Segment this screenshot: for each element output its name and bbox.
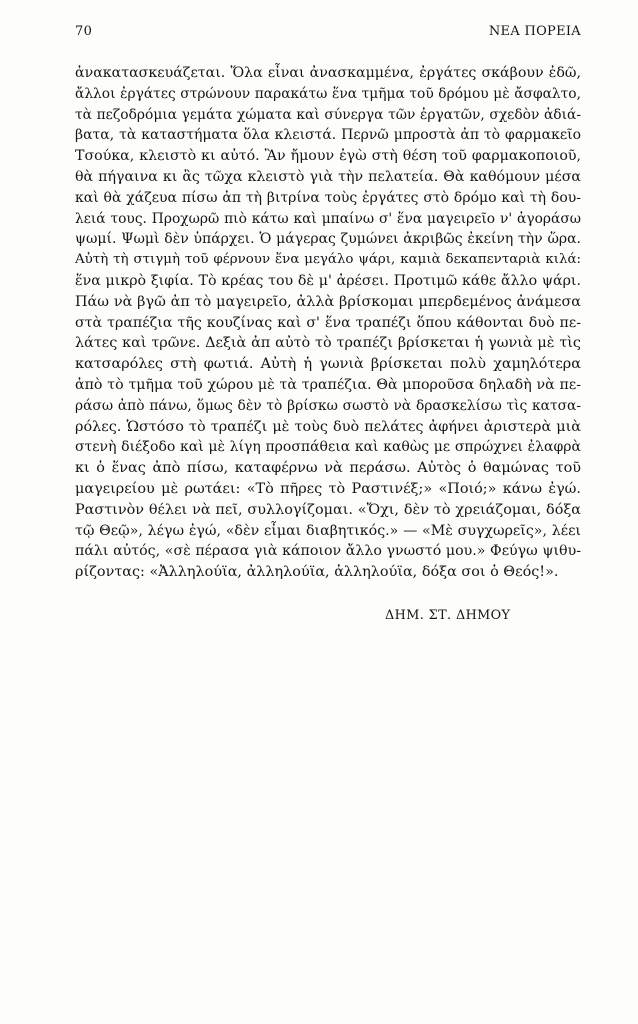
text-line: ψωμί. Ψωμὶ δὲν ὑπάρχει. Ὁ μάγερας ζυμώνει ἀκριβῶς ἐκείνη τὴν ὥρα. (75, 231, 581, 248)
text-line: ἄλλοι ἐργάτες στρώνουν παρακάτω ἕνα τμῆμα τοῦ δρόμου μὲ ἄσφαλτο, (75, 85, 581, 102)
text-line: καὶ θὰ χάζευα πίσω ἀπ τὴ βιτρίνα τοὺς ἐργάτες στὸ δρόμο καὶ τὴ δου- (75, 189, 581, 206)
text-line: ἕνα μικρὸ ξιφία. Τὸ κρέας του δὲ μ' ἀρέσει. Προτιμῶ κάθε ἄλλο ψάρι. (75, 272, 581, 289)
text-line: Πάω νὰ βγῶ ἀπ τὸ μαγειρεῖο, ἀλλὰ βρίσκομαι μπερδεμένος ἀνάμεσα (75, 293, 581, 310)
text-line: κι ὁ ἕνας ἀπὸ πίσω, καταφέρνω νὰ περάσω. Αὐτὸς ὁ θαμώνας τοῦ (75, 460, 581, 477)
text-line: θὰ πήγαινα κι ἂς τῶχα κλειστὸ γιὰ τὴν πελατεία. Θὰ καθόμουν μέσα (75, 168, 581, 185)
text-line: ἀνακατασκευάζεται. Ὅλα εἶναι ἀνασκαμμένα, ἐργάτες σκάβουν ἐδῶ, (75, 65, 581, 81)
text-line: στὰ τραπέζια τῆς κουζίνας καὶ σ' ἕνα τραπέζι ὅπου κάθονται δυὸ πε- (75, 314, 581, 331)
text-line: τῷ Θεῷ», λέγω ἐγώ, «δὲν εἶμαι διαβητικός.» — «Μὲ συγχωρεῖς», λέει (75, 522, 581, 539)
text-line-last: ρίζοντας: «Ἀλληλούϊα, ἀλληλούϊα, ἀλληλούϊα, δόξα σοι ὁ Θεός!». (75, 564, 559, 581)
page-number: 70 (75, 24, 93, 39)
author-signature: ΔΗΜ. ΣΤ. ΔΗΜΟΥ (385, 608, 511, 623)
text-line: ράσω ἀπὸ πάνω, ὅμως δὲν τὸ βρίσκω σωστὸ νὰ δρασκελίσω τὶς κατσα- (75, 397, 581, 414)
text-line: Ραστινὸν θέλει νὰ πεῖ, συλλογίζομαι. «Ὄχι, δὲν τὸ χρειάζομαι, δόξα (75, 501, 581, 518)
text-line: βατα, τὰ καταστήματα ὅλα κλειστά. Περνῶ μπροστὰ ἀπ τὸ φαρμακεῖο (75, 127, 581, 144)
body-paragraph (75, 63, 581, 583)
running-head (75, 24, 581, 44)
text-line: πάλι αὐτός, «σὲ πέρασα γιὰ κάποιον ἄλλο γνωστό μου.» Φεύγω ψιθυ- (75, 543, 581, 560)
text-line: στενὴ διέξοδο καὶ μὲ λίγη προσπάθεια καὶ καθὼς με σπρώχνει ἐλαφρὰ (75, 439, 581, 456)
text-line: ρόλες. Ὡστόσο τὸ τραπέζι μὲ τοὺς δυὸ πελάτες ἀφήνει ἀριστερὰ μιὰ (75, 418, 581, 435)
text-line: Τσούκα, κλειστὸ κι αὐτό. Ἂν ἤμουν ἐγὼ στὴ θέση τοῦ φαρμακοποιοῦ, (75, 148, 581, 165)
text-line: λειά τους. Προχωρῶ πιὸ κάτω καὶ μπαίνω σ' ἕνα μαγειρεῖο ν' ἀγοράσω (75, 210, 581, 227)
text-line: μαγειρείου μὲ ρωτάει: «Τὸ πῆρες τὸ Ραστινέξ;» «Ποιό;» κάνω ἐγώ. (75, 480, 581, 497)
text-line: κατσαρόλες στὴ φωτιά. Αὐτὴ ἡ γωνιὰ βρίσκεται πολὺ χαμηλότερα (75, 356, 581, 373)
text-line: τὰ πεζοδρόμια γεμάτα χώματα καὶ σύνεργα τῶν ἐργατῶν, σχεδὸν ἀδιά- (75, 106, 581, 123)
text-line: Αὐτὴ τὴ στιγμὴ τοῦ φέρνουν ἕνα μεγάλο ψάρι, καμιὰ δεκαπενταριὰ κιλά: (75, 252, 581, 268)
journal-title: ΝΕΑ ΠΟΡΕΙΑ (488, 24, 581, 39)
text-line: λάτες καὶ τρῶνε. Δεξιὰ ἀπ αὐτὸ τὸ τραπέζι βρίσκεται ἡ γωνιὰ μὲ τὶς (75, 335, 581, 352)
text-line: ἀπὸ τὸ τμῆμα τοῦ χώρου μὲ τὰ τραπέζια. Θὰ μποροῦσα δηλαδὴ νὰ πε- (75, 376, 581, 393)
